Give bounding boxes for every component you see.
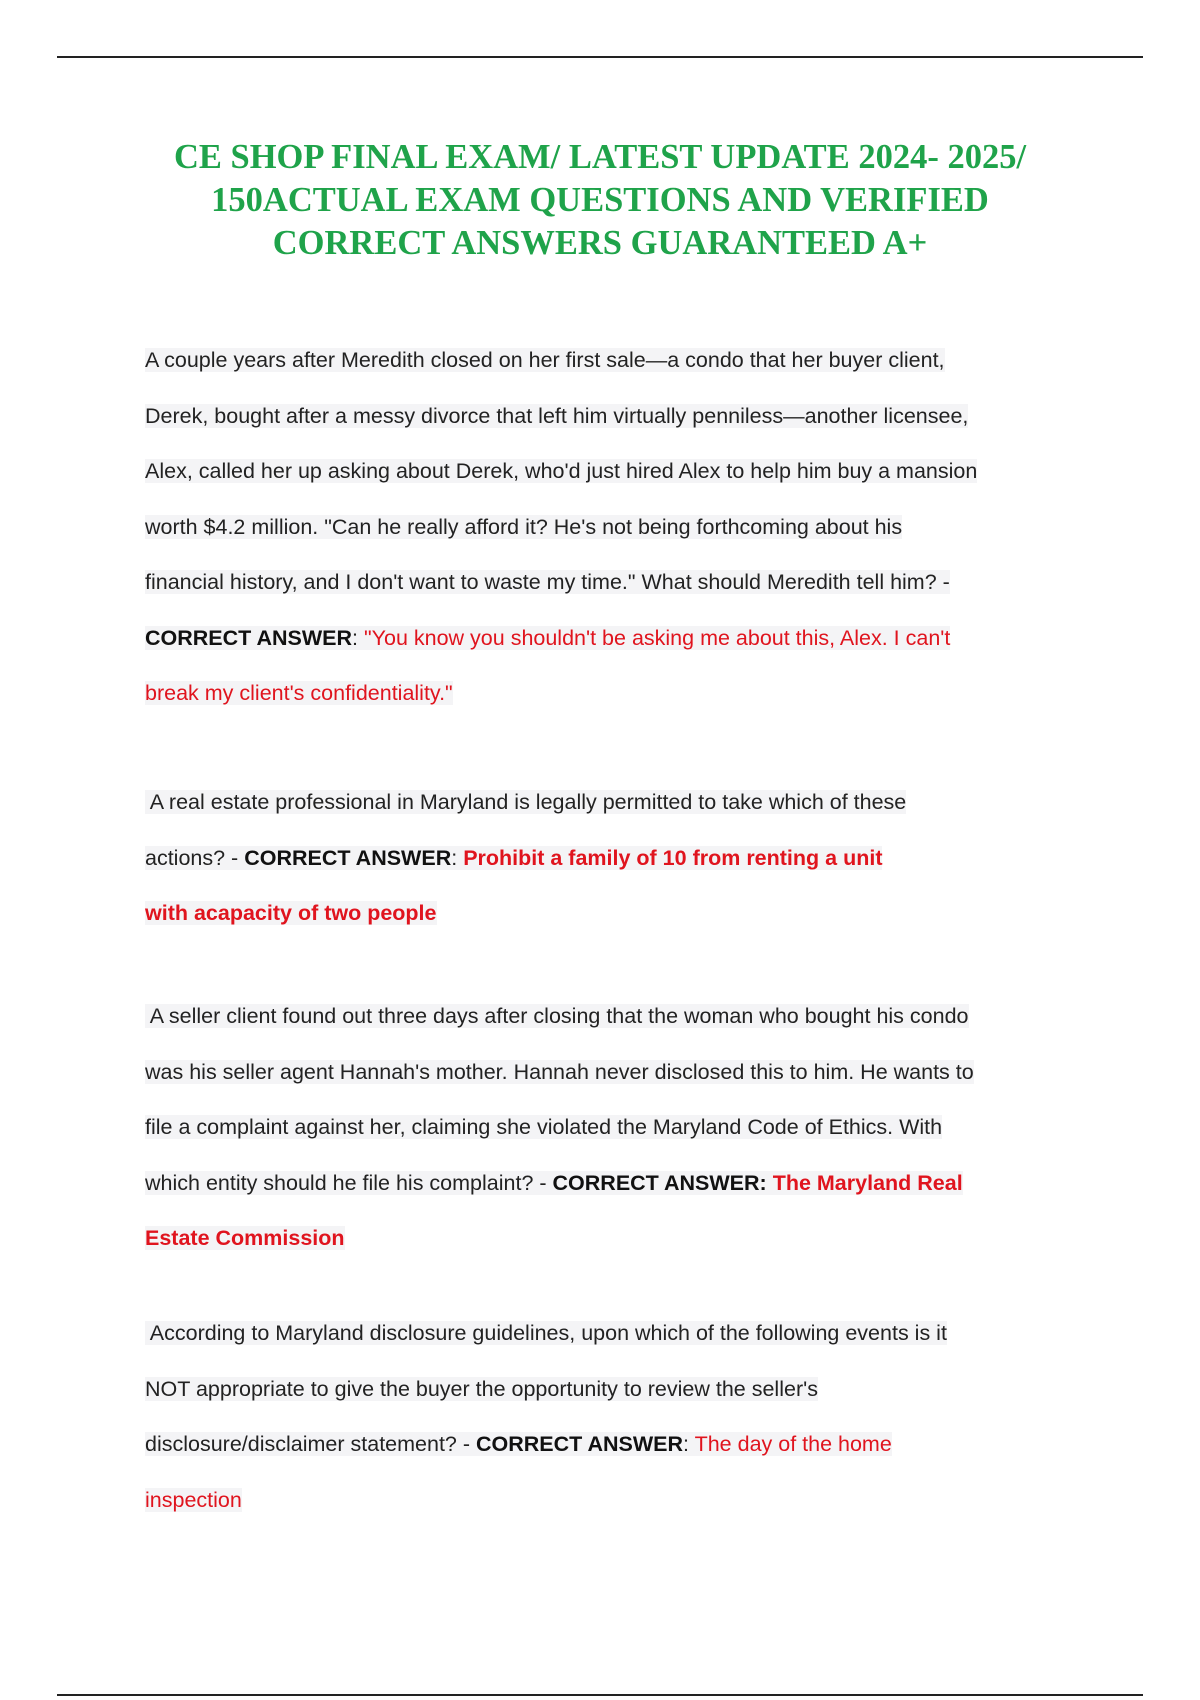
answer-text: Estate Commission: [145, 1226, 345, 1250]
question-1-answer-line-1: CORRECT ANSWER: "You know you shouldn't be asking me about this, Alex. I can't: [145, 625, 951, 650]
answer-text: with acapacity of two people: [145, 901, 437, 925]
answer-text: Prohibit a family of 10 from renting a unit: [463, 845, 883, 870]
question-3-line-1: A seller client found out three days after closing that the woman who bought his condo: [145, 1004, 969, 1028]
correct-answer-label: CORRECT ANSWER: [244, 845, 452, 870]
answer-text: "You know you shouldn't be asking me about this, Alex. I can't: [364, 625, 951, 650]
question-4-answer-line-2: [145, 1473, 1090, 1529]
question-1-line-1: A couple years after Meredith closed on her first sale—a condo that her buyer client,: [145, 348, 945, 372]
question-1-answer-line-2: [145, 666, 1090, 722]
answer-text: break my client's confidentiality.": [145, 681, 453, 705]
question-3-line-4: which entity should he file his complaint? - CORRECT ANSWER: The Maryland Real: [145, 1170, 963, 1195]
question-2-line-1: A real estate professional in Maryland is legally permitted to take which of these: [145, 790, 907, 814]
question-2: [145, 775, 1090, 942]
answer-text: The Maryland Real: [772, 1170, 963, 1195]
correct-answer-label: CORRECT ANSWER: [145, 625, 353, 650]
question-3-line-3: file a complaint against her, claiming she violated the Maryland Code of Ethics. With: [145, 1115, 943, 1139]
correct-answer-label: CORRECT ANSWER: [475, 1432, 684, 1456]
question-3-line-2: was his seller agent Hannah's mother. Hannah never disclosed this to him. He wants to: [145, 1059, 974, 1084]
question-4-line-3: disclosure/disclaimer statement? - CORRECT ANSWER: The day of the home: [145, 1432, 892, 1456]
question-3-answer-line-2: [145, 1211, 1090, 1267]
document-title: [100, 136, 1100, 265]
question-1-line-5: financial history, and I don't want to waste my time." What should Meredith tell him? -: [145, 570, 950, 594]
answer-text: inspection: [145, 1487, 242, 1512]
bottom-rule: [57, 1694, 1143, 1696]
question-3: [145, 989, 1090, 1267]
question-2-answer-line-2: [145, 886, 1090, 942]
question-1-line-4: worth $4.2 million. "Can he really afford it? He's not being forthcoming about his: [145, 514, 903, 539]
question-1-line-3: Alex, called her up asking about Derek, who'd just hired Alex to help him buy a mansion: [145, 459, 978, 483]
title-line-3: CORRECT ANSWERS GUARANTEED A+: [272, 224, 928, 262]
top-rule: [57, 56, 1143, 58]
question-4: [145, 1306, 1090, 1528]
title-line-2: 150ACTUAL EXAM QUESTIONS AND VERIFIED: [211, 181, 989, 219]
answer-text: The day of the home: [694, 1432, 892, 1456]
question-4-line-2: NOT appropriate to give the buyer the opportunity to review the seller's: [145, 1376, 818, 1401]
correct-answer-label: CORRECT ANSWER:: [552, 1170, 767, 1195]
title-line-1: CE SHOP FINAL EXAM/ LATEST UPDATE 2024- 2025/: [173, 138, 1027, 176]
question-2-line-2: actions? - CORRECT ANSWER: Prohibit a family of 10 from renting a unit: [145, 845, 883, 870]
question-4-line-1: According to Maryland disclosure guidelines, upon which of the following events is it: [145, 1321, 947, 1345]
question-1: [145, 333, 1090, 722]
question-1-line-2: Derek, bought after a messy divorce that left him virtually penniless—another licensee,: [145, 403, 969, 428]
